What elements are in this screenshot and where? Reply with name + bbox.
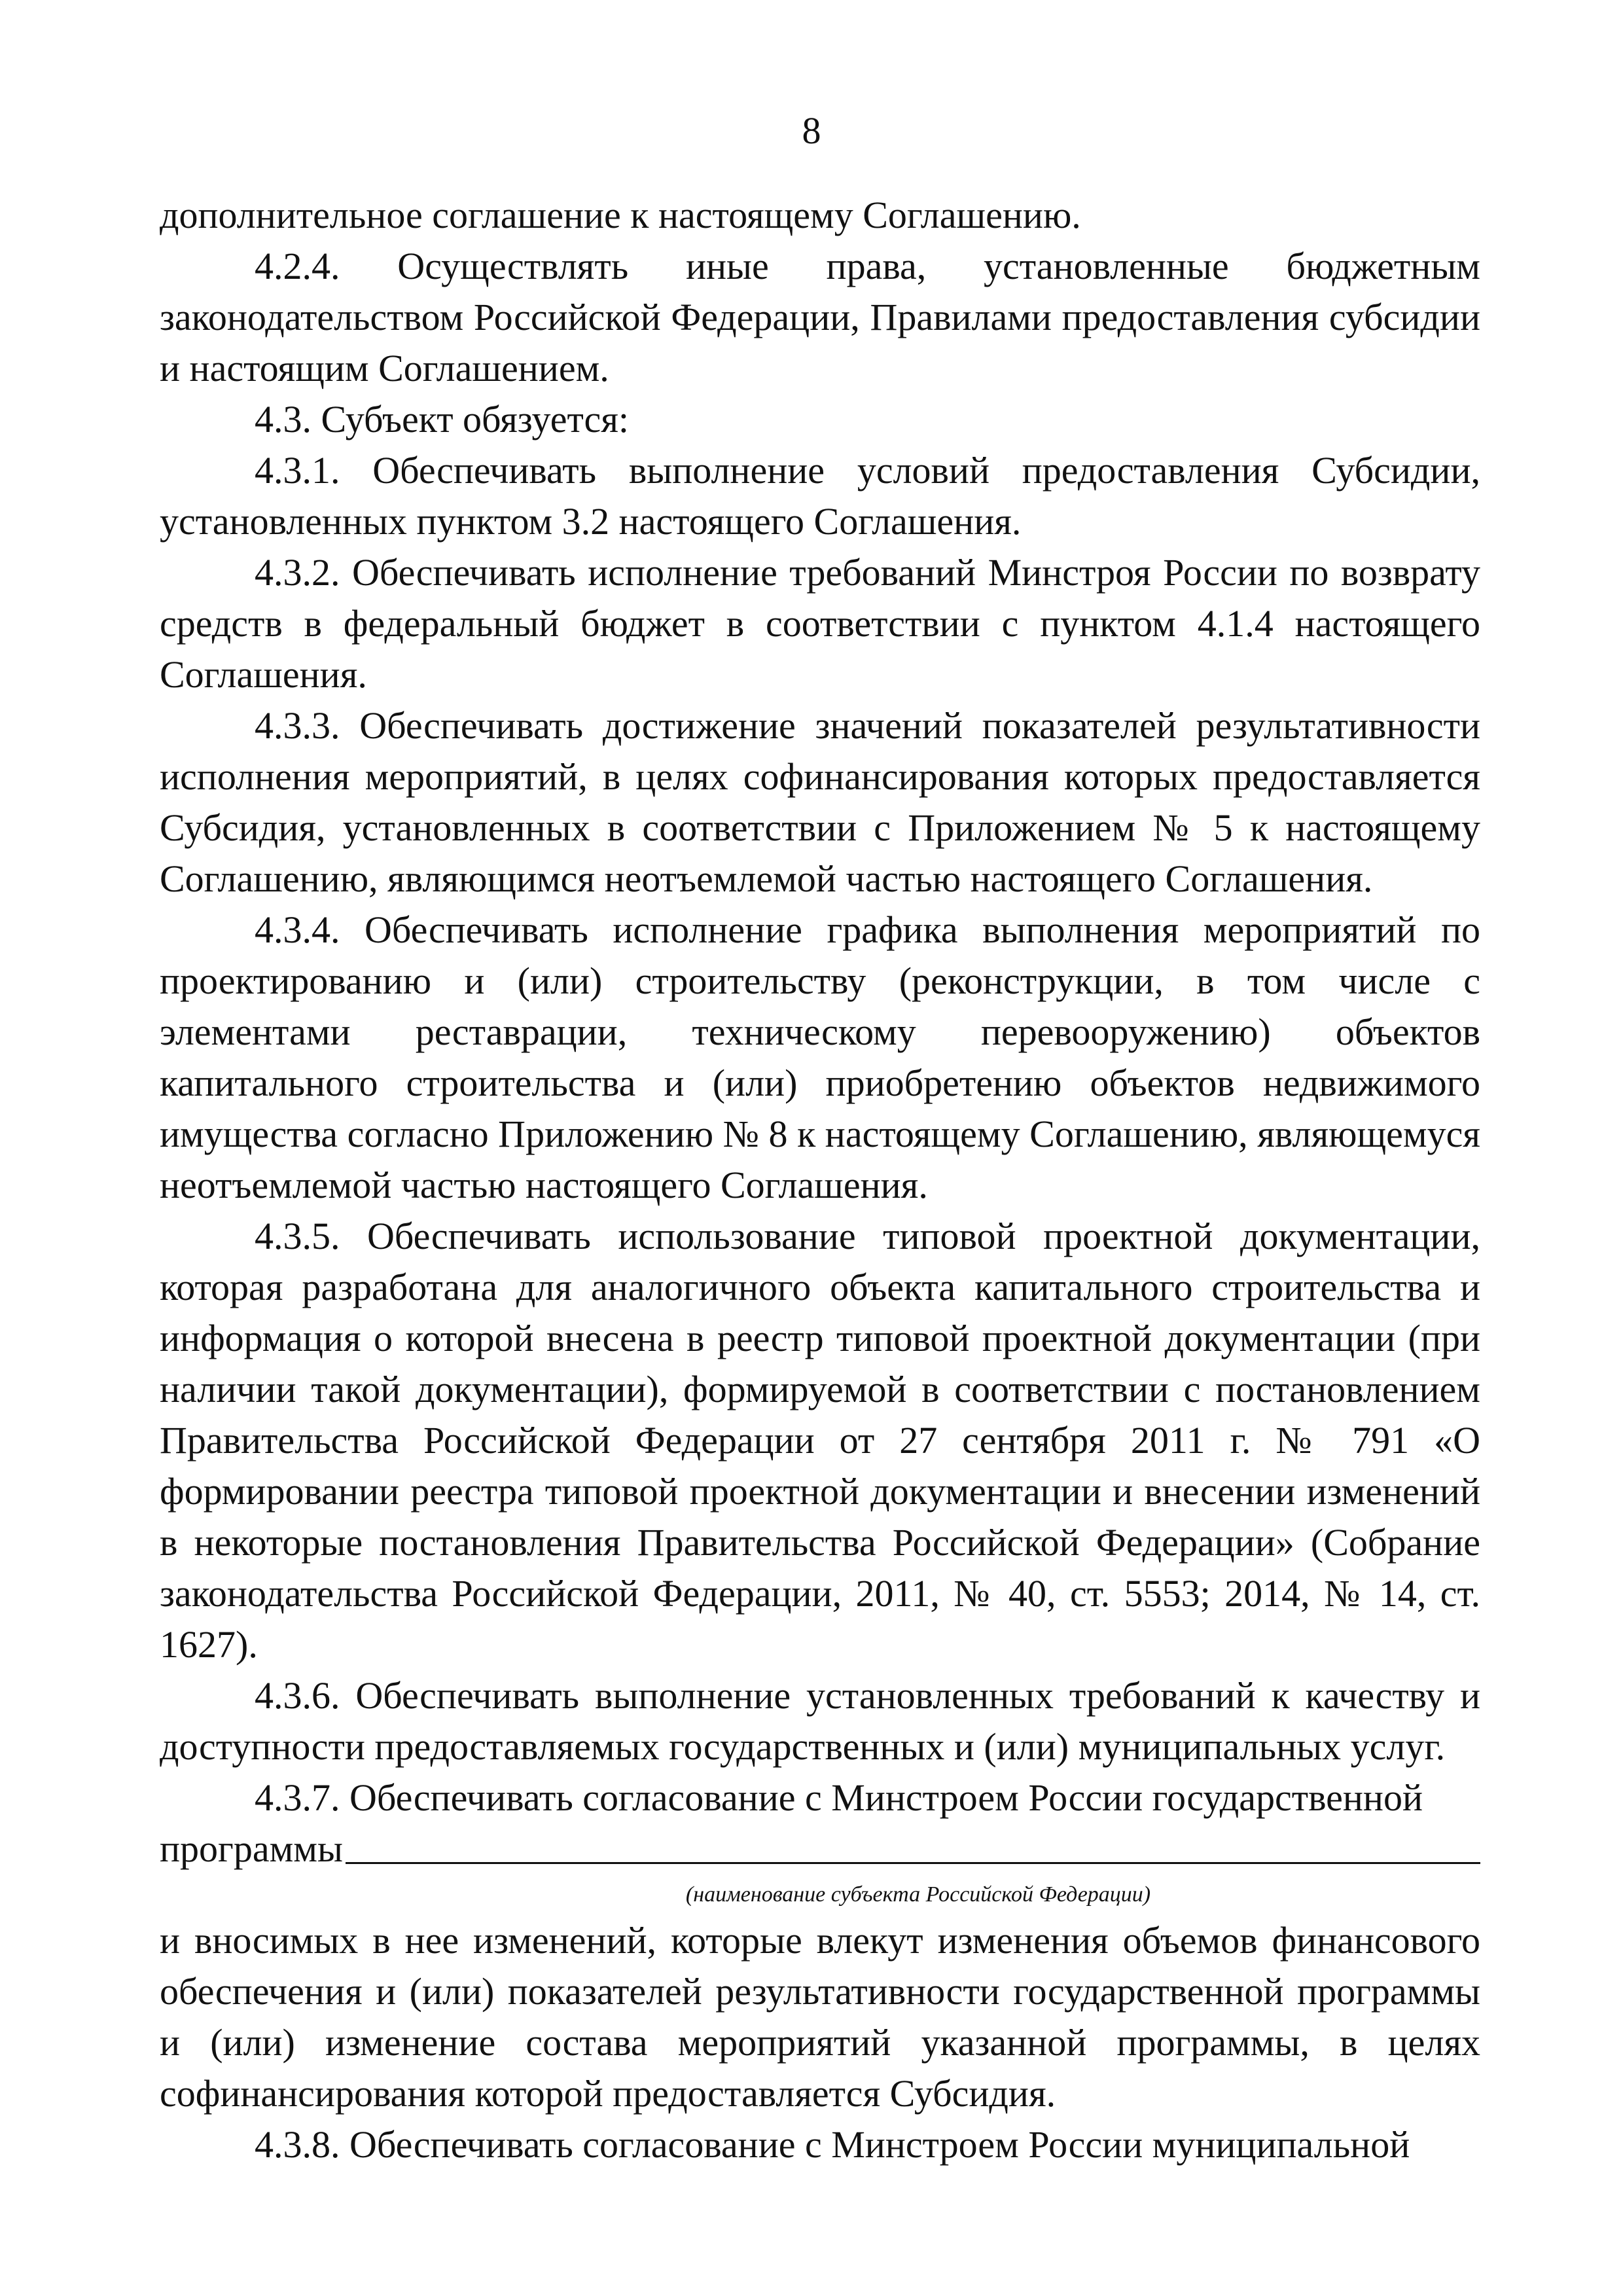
paragraph-4-3-2: 4.3.2. Обеспечивать исполнение требований Минстроя России по возврату средств в федеральный бюджет в соответствии с пунктом 4.1.4 настоящего Соглашения. bbox=[160, 551, 1480, 696]
fill-line-caption: (наименование субъекта Российской Федерации) bbox=[685, 1882, 1151, 1907]
document-body bbox=[160, 190, 1480, 2170]
paragraph-continuation: дополнительное соглашение к настоящему Соглашению. bbox=[160, 194, 1081, 236]
paragraph-4-3-1: 4.3.1. Обеспечивать выполнение условий предоставления Субсидии, установленных пунктом 3.2 настоящего Соглашения. bbox=[160, 449, 1480, 543]
program-fill-line bbox=[160, 1823, 1480, 1874]
paragraph-4-2-4: 4.2.4. Осуществлять иные права, установленные бюджетным законодательством Российской Федерации, Правилами предоставления субсидии и настоящим Соглашением. bbox=[160, 245, 1480, 389]
paragraph-4-3-4: 4.3.4. Обеспечивать исполнение графика выполнения мероприятий по проектированию и (или) строительству (реконструкции, в том числе с элементами реставрации, техническому перевооружению) объектов капитального строительства и (или) приобретению объектов недвижимого имущества согласно Приложению № 8 к настоящему Соглашению, являющемуся неотъемлемой частью настоящего Соглашения. bbox=[160, 908, 1480, 1206]
paragraph-4-3-8: 4.3.8. Обеспечивать согласование с Минстроем России муниципальной bbox=[255, 2123, 1410, 2166]
paragraph-4-3-7: 4.3.7. Обеспечивать согласование с Минстроем России государственной bbox=[255, 1776, 1423, 1819]
program-label: программы bbox=[160, 1827, 343, 1870]
paragraph-4-3-7-continuation: и вносимых в нее изменений, которые влекут изменения объемов финансового обеспечения и (или) показателей результативности государственной программы и (или) изменение состава мероприятий указанной программы, в целях софинансирования которой предоставляется Субсидия. bbox=[160, 1919, 1480, 2115]
paragraph-4-3-6: 4.3.6. Обеспечивать выполнение установленных требований к качеству и доступности предоставляемых государственных и (или) муниципальных услуг. bbox=[160, 1674, 1480, 1768]
page-number: 8 bbox=[802, 109, 821, 152]
paragraph-4-3: 4.3. Субъект обязуется: bbox=[255, 398, 630, 440]
program-blank-field bbox=[346, 1862, 1480, 1864]
paragraph-4-3-3: 4.3.3. Обеспечивать достижение значений показателей результативности исполнения мероприятий, в целях софинансирования которых предоставляется Субсидия, установленных в соответствии с Приложением № 5 к настоящему Соглашению, являющимся неотъемлемой частью настоящего Соглашения. bbox=[160, 704, 1480, 900]
paragraph-4-3-5: 4.3.5. Обеспечивать использование типовой проектной документации, которая разработана для аналогичного объекта капитального строительства и информация о которой внесена в реестр типовой проектной документации (при наличии такой документации), формируемой в соответствии с постановлением Правительства Российской Федерации от 27 сентября 2011 г. № 791 «О формировании реестра типовой проектной документации и внесении изменений в некоторые постановления Правительства Российской Федерации» (Собрание законодательства Российской Федерации, 2011, № 40, ст. 5553; 2014, № 14, ст. 1627). bbox=[160, 1215, 1480, 1666]
